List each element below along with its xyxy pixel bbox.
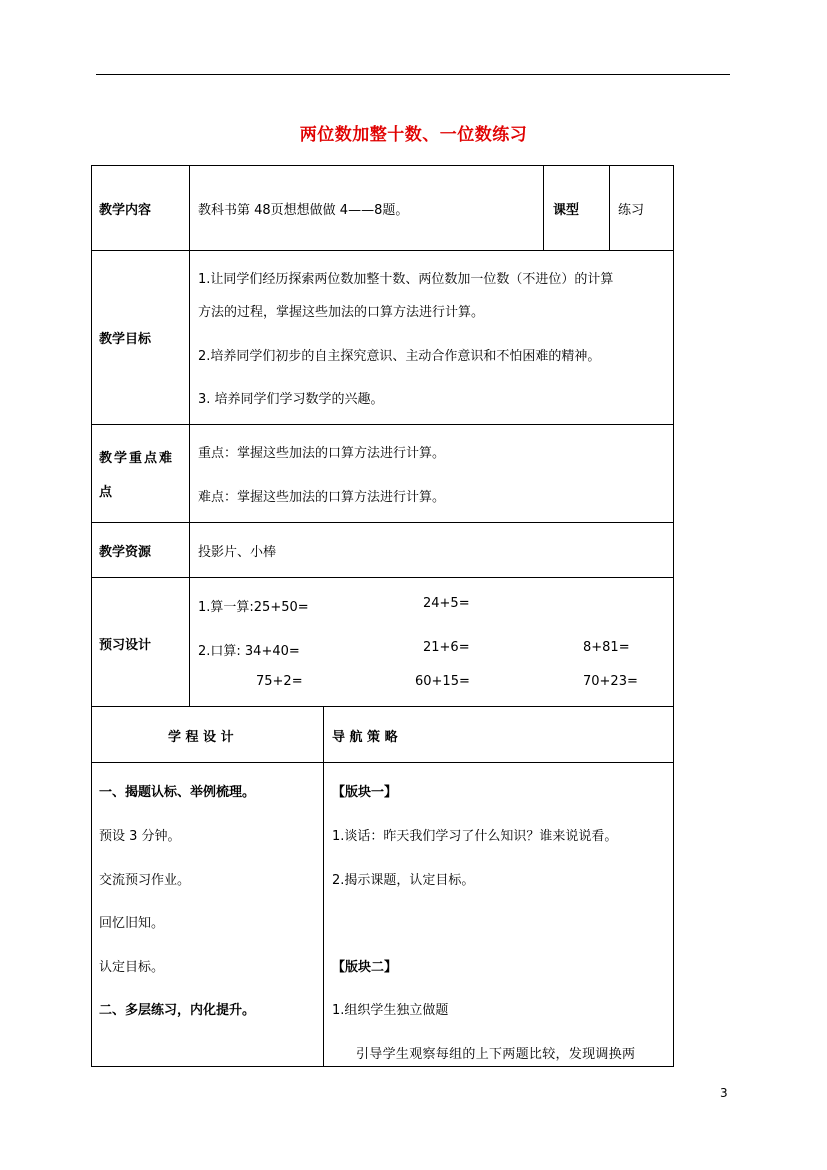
preview-3c: 70+23=	[583, 674, 638, 689]
header-rule	[96, 74, 730, 75]
label-key-points-1: 教学重点难	[99, 451, 175, 466]
right-item-2: 2.揭示课题，认定目标。	[332, 873, 475, 888]
left-item-3: 交流预习作业。	[99, 873, 191, 888]
label-key-points-2: 点	[99, 485, 113, 500]
difficult-point: 难点：掌握这些加法的口算方法进行计算。	[198, 490, 446, 505]
header-learning-design: 学 程 设 计	[168, 730, 234, 745]
goal-line-2: 方法的过程，掌握这些加法的口算方法进行计算。	[198, 305, 485, 320]
preview-2b: 21+6=	[423, 640, 470, 655]
left-item-5: 认定目标。	[99, 960, 165, 975]
goal-line-4: 3. 培养同学们学习数学的兴趣。	[198, 392, 384, 407]
goal-line-1: 1.让同学们经历探索两位数加整十数、两位数加一位数（不进位）的计算	[198, 272, 614, 287]
resources-value: 投影片、小棒	[198, 545, 277, 560]
lesson-type-value: 练习	[618, 203, 645, 218]
document-title: 两位数加整十数、一位数练习	[299, 125, 528, 145]
label-lesson-type: 课型	[553, 203, 580, 218]
label-preview-design: 预习设计	[99, 638, 152, 653]
label-teaching-resources: 教学资源	[99, 545, 152, 560]
block-one-heading: 【版块一】	[332, 785, 398, 800]
left-item-4: 回忆旧知。	[99, 916, 165, 931]
right-item-3: 1.组织学生独立做题	[332, 1003, 449, 1018]
teaching-content-value: 教科书第 48页想想做做 4——8题。	[198, 203, 409, 218]
header-navigation-strategy: 导 航 策 略	[332, 730, 398, 745]
left-item-6: 二、多层练习，内化提升。	[99, 1003, 256, 1018]
block-two-heading: 【版块二】	[332, 960, 398, 975]
goal-line-3: 2.培养同学们初步的自主探究意识、主动合作意识和不怕困难的精神。	[198, 349, 601, 364]
preview-1a: 1.算一算:25+50=	[198, 600, 309, 615]
label-teaching-goals: 教学目标	[99, 332, 152, 347]
label-teaching-content: 教学内容	[99, 203, 152, 218]
page-number: 3	[720, 1086, 728, 1100]
preview-3a: 75+2=	[256, 674, 303, 689]
preview-2a: 2.口算: 34+40=	[198, 644, 300, 659]
left-item-2: 预设 3 分钟。	[99, 829, 181, 844]
preview-3b: 60+15=	[415, 674, 470, 689]
left-item-1: 一、揭题认标、举例梳理。	[99, 785, 256, 800]
preview-1b: 24+5=	[423, 596, 470, 611]
right-item-4: 引导学生观察每组的上下两题比较，发现调换两	[356, 1047, 636, 1062]
right-item-1: 1.谈话：昨天我们学习了什么知识？谁来说说看。	[332, 829, 618, 844]
key-point: 重点：掌握这些加法的口算方法进行计算。	[198, 446, 446, 461]
preview-2c: 8+81=	[583, 640, 630, 655]
